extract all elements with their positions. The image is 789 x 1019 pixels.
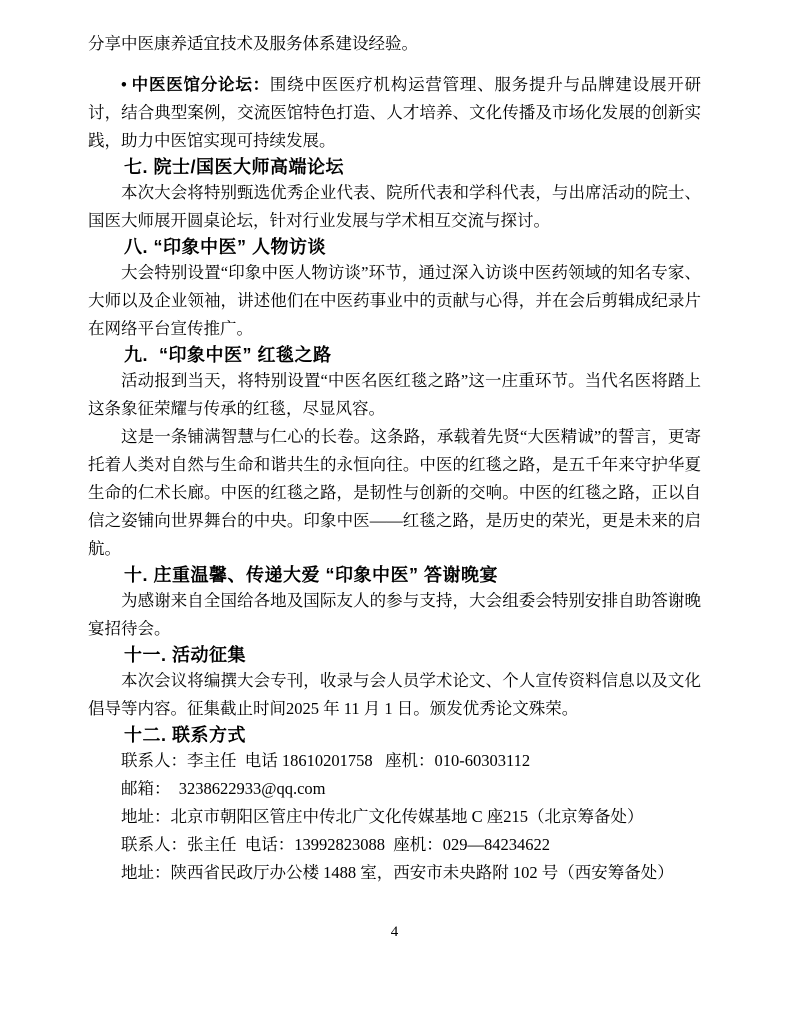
section-8-paragraph: 大会特别设置“印象中医人物访谈”环节，通过深入访谈中医药领域的知名专家、大师以及企业领袖，讲述他们在中医药事业中的贡献与心得，并在会后剪辑成纪录片在网络平台宣传推广。: [88, 263, 701, 338]
section-9-paragraph-1: 活动报到当天，将特别设置“中医名医红毯之路”这一庄重环节。当代名医将踏上这条象征荣耀与传承的红毯，尽显风容。: [88, 371, 701, 418]
contact-line-beijing-person: 联系人：李主任 电话 18610201758 座机：010-60303112: [121, 751, 531, 770]
section-heading-9: 九. “印象中医” 红毯之路: [124, 345, 332, 365]
bullet-forum-label: • 中医医馆分论坛：: [121, 75, 270, 94]
page-number: 4: [390, 924, 399, 940]
continuation-paragraph: 分享中医康养适宜技术及服务体系建设经验。: [88, 34, 418, 53]
section-10-paragraph: 为感谢来自全国给各地及国际友人的参与支持，大会组委会特别安排自助答谢晚宴招待会。: [88, 591, 701, 638]
contact-line-beijing-address: 地址：北京市朝阳区管庄中传北广文化传媒基地 C 座215（北京筹备处）: [121, 807, 644, 826]
section-heading-12: 十二. 联系方式: [124, 725, 247, 745]
section-11-paragraph: 本次会议将编撰大会专刊，收录与会人员学术论文、个人宣传资料信息以及文化倡导等内容。征集截止时间2025 年 11 月 1 日。颁发优秀论文殊荣。: [88, 671, 701, 718]
bullet-paragraph: [88, 71, 701, 155]
section-heading-11: 十一. 活动征集: [124, 645, 247, 665]
bullet-forum-text: 围绕中医医疗机构运营管理、服务提升与品牌建设展开研讨，结合典型案例，交流医馆特色打造、人才培养、文化传播及市场化发展的创新实践，助力中医馆实现可持续发展。: [88, 75, 702, 150]
section-9-paragraph-2: 这是一条铺满智慧与仁心的长卷。这条路，承载着先贤“大医精诚”的誓言，更寄托着人类对自然与生命和谐共生的永恒向往。中医的红毯之路，是五千年来守护华夏生命的仁术长廊。中医的红毯之路，是韧性与创新的交响。中医的红毯之路，正以自信之姿铺向世界舞台的中央。印象中医——红毯之路，是历史的荣光，更是未来的启航。: [88, 427, 701, 558]
section-heading-8: 八. “印象中医” 人物访谈: [124, 237, 327, 257]
section-heading-7: 七. 院士/国医大师高端论坛: [124, 157, 345, 177]
contact-line-xian-address: 地址：陕西省民政厅办公楼 1488 室，西安市未央路附 102 号（西安筹备处）: [121, 863, 674, 882]
section-7-paragraph: 本次大会将特别甄选优秀企业代表、院所代表和学科代表，与出席活动的院士、国医大师展开圆桌论坛，针对行业发展与学术相互交流与探讨。: [88, 183, 701, 230]
contact-line-xian-person: 联系人：张主任 电话：13992823088 座机：029—84234622: [121, 835, 550, 854]
contact-line-email: 邮箱： 3238622933@qq.com: [121, 779, 326, 798]
section-heading-10: 十. 庄重温馨、传递大爱 “印象中医” 答谢晚宴: [124, 565, 499, 585]
